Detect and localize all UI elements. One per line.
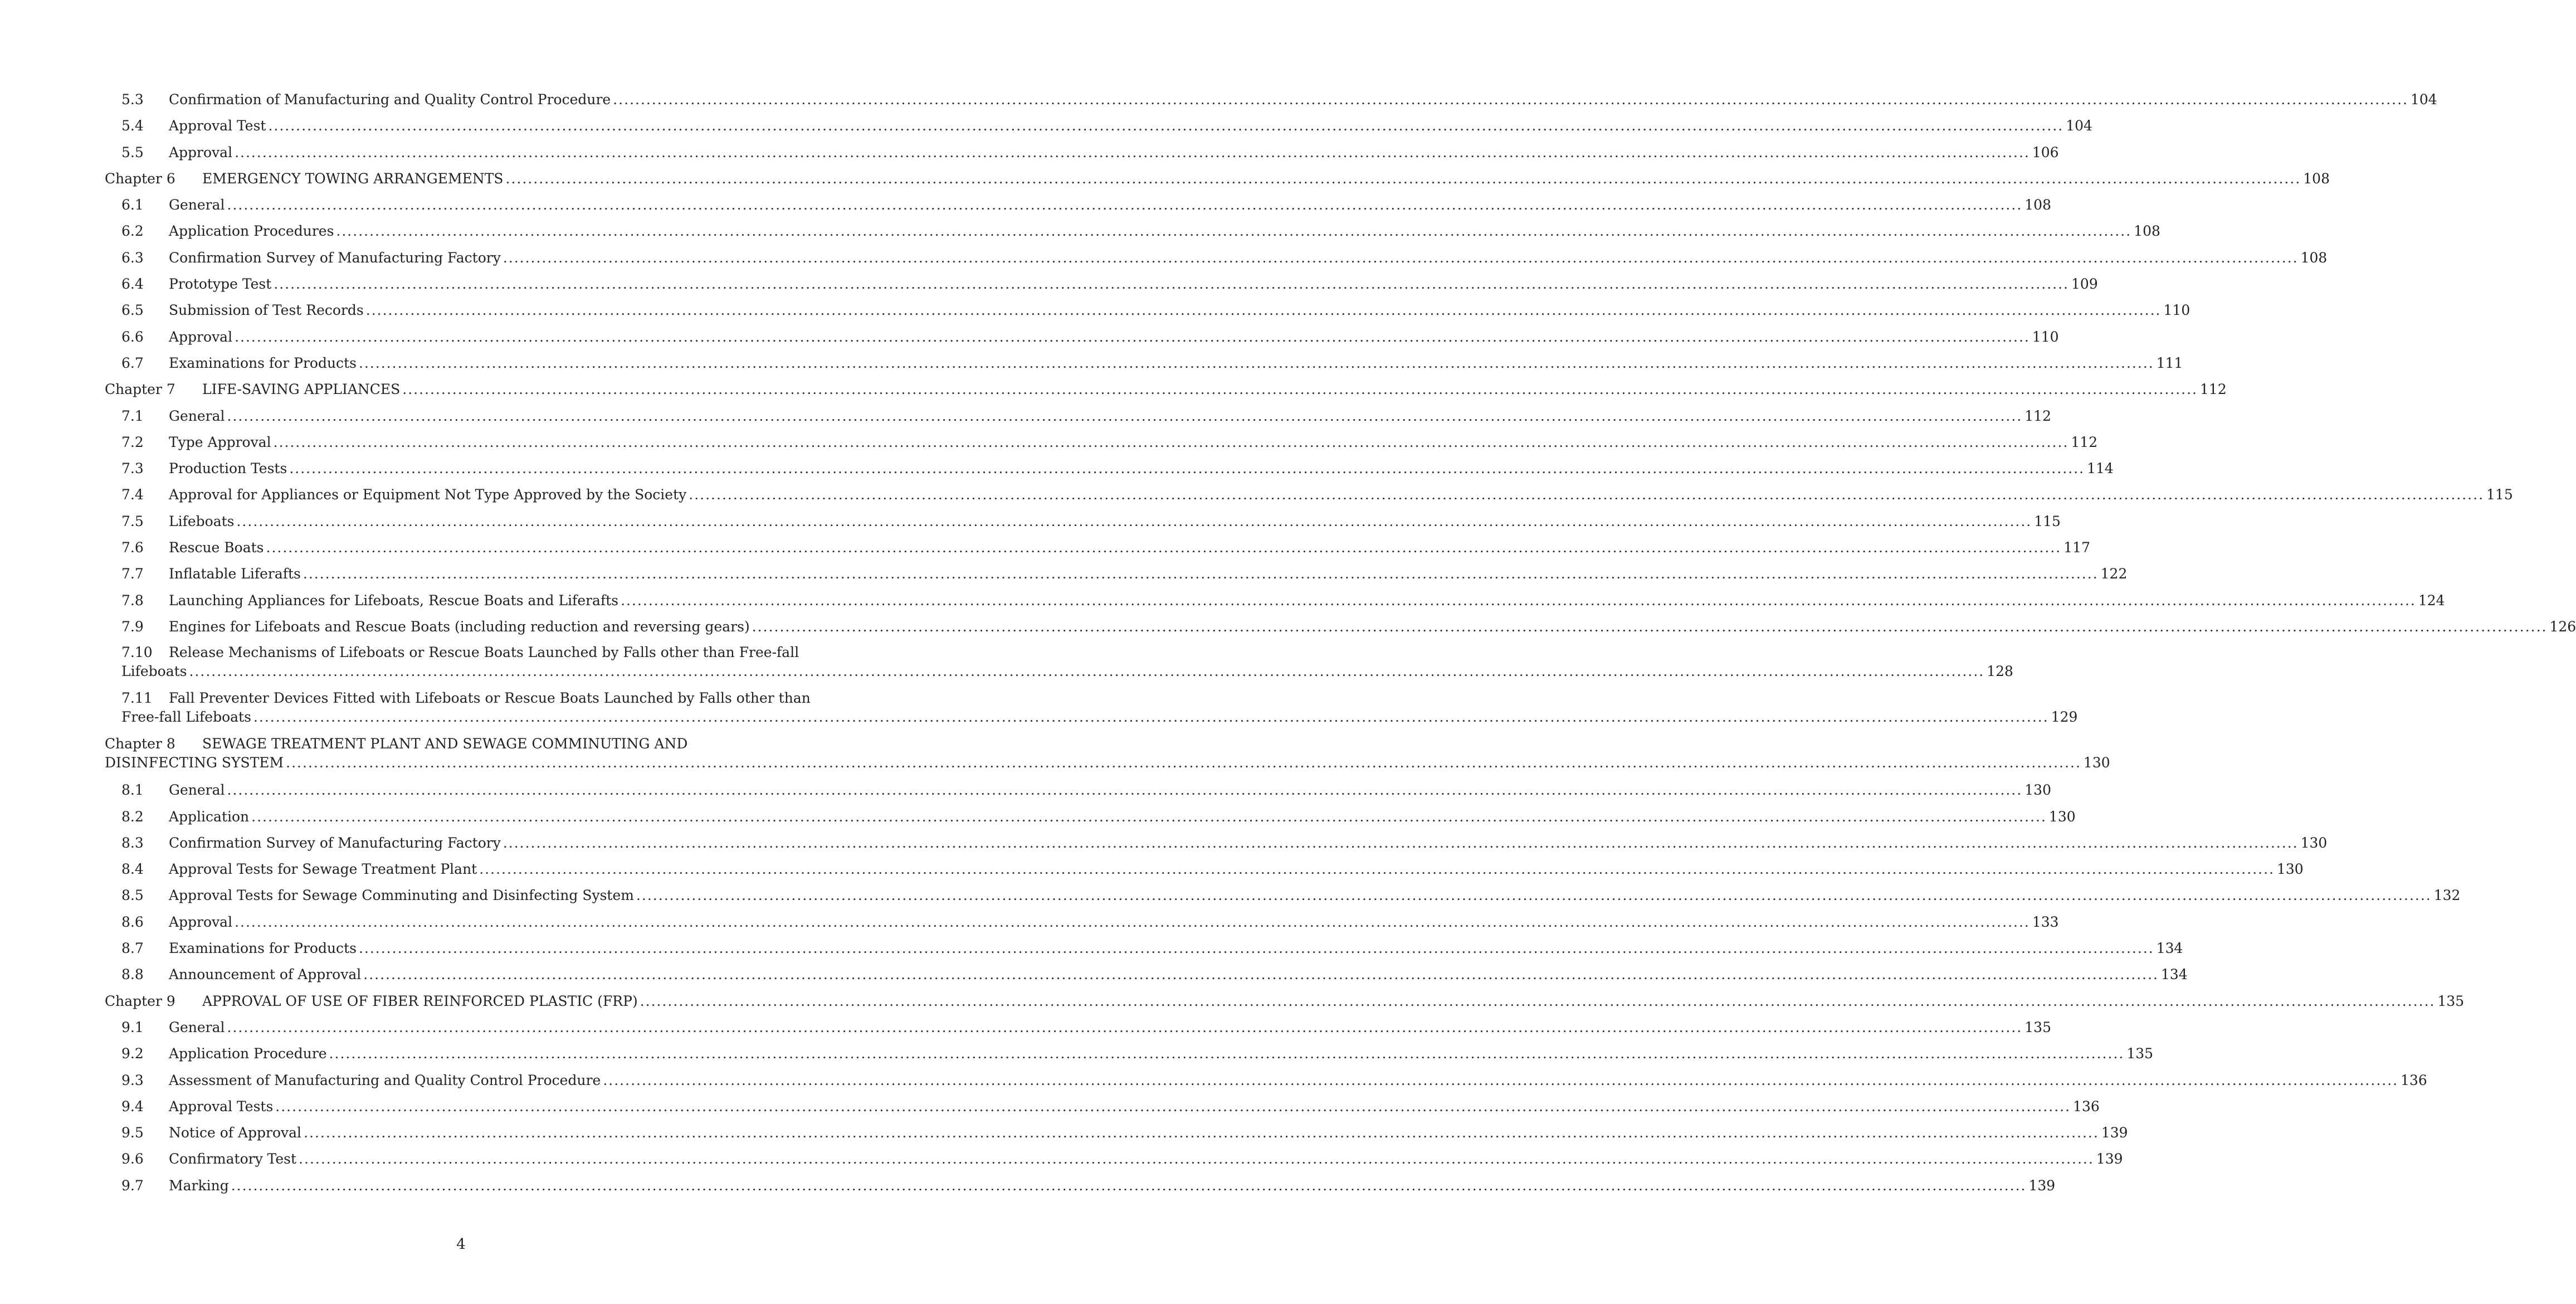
- toc-entry-title: Approval: [169, 144, 233, 160]
- toc-entry-title: Examinations for Products: [169, 354, 357, 371]
- toc-section-entry[interactable]: [105, 429, 2098, 455]
- toc-leader-dots: [299, 1146, 2094, 1172]
- toc-page-number: 108: [2134, 223, 2160, 240]
- toc-section-number: 9.5: [121, 1125, 144, 1141]
- toc-section-entry[interactable]: [105, 830, 2328, 856]
- toc-leader-dots: [402, 376, 2198, 402]
- toc-page-number: 136: [2073, 1098, 2100, 1115]
- toc-entry-title: Approval Tests: [169, 1098, 274, 1115]
- toc-leader-dots: [613, 86, 2408, 113]
- toc-section-entry[interactable]: [105, 534, 2090, 561]
- toc-page-number: 126: [2549, 618, 2576, 635]
- toc-page-number: 111: [2156, 354, 2183, 371]
- toc-page-number: 114: [2087, 460, 2114, 477]
- toc-section-entry[interactable]: [105, 614, 2576, 640]
- toc-page-number: 106: [2032, 144, 2059, 160]
- toc-leader-dots: [231, 1172, 2027, 1199]
- toc-section-entry[interactable]: [105, 1014, 2051, 1040]
- toc-page-number: 124: [2418, 592, 2445, 609]
- toc-section-entry[interactable]: [105, 587, 2445, 614]
- toc-page-number: 109: [2071, 276, 2098, 293]
- toc-section-number: 9.1: [121, 1019, 144, 1035]
- toc-section-entry[interactable]: [105, 935, 2183, 961]
- toc-entry-title: Application Procedure: [169, 1045, 327, 1062]
- toc-section-number: 6.7: [121, 354, 144, 371]
- toc-leader-dots: [274, 271, 2069, 297]
- toc-page-number: 139: [2101, 1125, 2128, 1141]
- toc-entry-title: Approval: [169, 913, 233, 930]
- toc-section-entry[interactable]: [105, 192, 2051, 218]
- toc-section-entry[interactable]: [105, 403, 2051, 429]
- toc-page-number: 139: [2028, 1177, 2056, 1194]
- toc-leader-dots: [636, 882, 2432, 908]
- toc-section-number: 7.9: [121, 618, 144, 635]
- toc-section-number: 6.4: [121, 276, 144, 293]
- toc-chapter-entry[interactable]: [105, 166, 2330, 192]
- toc-entry-title: LIFE-SAVING APPLIANCES: [202, 381, 401, 398]
- toc-section-number: 7.3: [121, 460, 144, 477]
- toc-section-number: 9.4: [121, 1098, 144, 1115]
- toc-section-number: 8.1: [121, 782, 144, 799]
- toc-page-number: 139: [2096, 1151, 2123, 1167]
- toc-leader-dots: [503, 830, 2299, 856]
- toc-chapter-number: Chapter 7: [105, 381, 175, 398]
- toc-leader-dots: [253, 708, 2049, 727]
- toc-section-entry[interactable]: [105, 271, 2098, 297]
- toc-entry-title-continued: Lifeboats: [121, 663, 187, 680]
- toc-entry-title: Engines for Lifeboats and Rescue Boats (including reduction and reversing gears): [169, 618, 750, 635]
- toc-entry-title: Notice of Approval: [169, 1125, 302, 1141]
- toc-entry-title: Assessment of Manufacturing and Quality Control Procedure: [169, 1072, 601, 1088]
- toc-entry-title-continued: DISINFECTING SYSTEM: [105, 755, 284, 771]
- toc-entry-title: Approval: [169, 328, 233, 345]
- toc-leader-dots: [479, 856, 2275, 882]
- toc-page-number: 112: [2200, 381, 2227, 398]
- toc-entry-title: Application Procedures: [169, 223, 334, 240]
- toc-entry-title-continued: Free-fall Lifeboats: [121, 709, 251, 726]
- toc-page-number: 112: [2024, 407, 2051, 424]
- toc-leader-dots: [227, 1014, 2023, 1040]
- toc-chapter-number: Chapter 8: [105, 736, 175, 752]
- toc-section-entry[interactable]: [105, 856, 2304, 882]
- toc-page-number: 136: [2401, 1072, 2427, 1088]
- toc-section-number: 8.4: [121, 861, 144, 878]
- toc-page-number: 130: [2300, 834, 2328, 851]
- toc-section-entry[interactable]: [105, 218, 2160, 244]
- toc-leader-dots: [286, 753, 2081, 772]
- toc-page-number: 110: [2163, 302, 2190, 319]
- toc-leader-dots: [363, 961, 2159, 987]
- toc-section-entry[interactable]: [105, 86, 2437, 113]
- toc-section-number: 5.3: [121, 91, 144, 108]
- toc-section-number: 7.10: [121, 644, 153, 661]
- toc-entry-title: SEWAGE TREATMENT PLANT AND SEWAGE COMMINUTING AND: [202, 736, 688, 752]
- toc-leader-dots: [752, 614, 2548, 640]
- toc-section-entry[interactable]: [105, 961, 2188, 987]
- toc-section-number: 7.11: [121, 690, 153, 707]
- toc-page-number: 135: [2126, 1045, 2154, 1062]
- toc-section-number: 7.1: [121, 407, 144, 424]
- toc-leader-dots: [336, 218, 2131, 244]
- toc-section-number: 6.3: [121, 249, 144, 266]
- toc-page-number: 104: [2066, 118, 2092, 134]
- toc-entry-title: Announcement of Approval: [169, 966, 362, 983]
- toc-page-number: 110: [2032, 328, 2059, 345]
- toc-leader-dots: [235, 324, 2030, 350]
- toc-leader-dots: [304, 1120, 2099, 1146]
- toc-section-entry[interactable]: [105, 113, 2092, 139]
- toc-section-number: 8.7: [121, 940, 144, 957]
- toc-section-entry[interactable]: [105, 561, 2128, 587]
- toc-section-number: 9.7: [121, 1177, 144, 1194]
- toc-entry-title: Launching Appliances for Lifeboats, Rescue Boats and Liferafts: [169, 592, 619, 609]
- toc-section-number: 7.6: [121, 539, 144, 556]
- toc-page-number: 117: [2063, 539, 2090, 556]
- table-of-contents: [105, 86, 2576, 1199]
- toc-page-number: 108: [2303, 170, 2330, 187]
- toc-page-number: 132: [2433, 887, 2461, 904]
- toc-entry-title: Fall Preventer Devices Fitted with Lifeboats or Rescue Boats Launched by Falls other than: [169, 690, 811, 707]
- toc-section-number: 6.6: [121, 328, 144, 345]
- toc-section-entry[interactable]: [105, 481, 2513, 508]
- toc-section-number: 7.7: [121, 566, 144, 582]
- toc-chapter-number: Chapter 9: [105, 992, 175, 1009]
- toc-section-number: 8.3: [121, 834, 144, 851]
- toc-section-number: 6.1: [121, 197, 144, 213]
- toc-entry-title: Type Approval: [169, 434, 271, 450]
- toc-section-entry[interactable]: [105, 1040, 2154, 1067]
- toc-entry-title: Rescue Boats: [169, 539, 264, 556]
- toc-leader-dots: [329, 1040, 2125, 1067]
- toc-leader-dots: [303, 561, 2099, 587]
- toc-section-number: 7.8: [121, 592, 144, 609]
- toc-leader-dots: [227, 192, 2023, 218]
- toc-entry-title: General: [169, 407, 225, 424]
- toc-page-number: 130: [2083, 755, 2110, 771]
- toc-chapter-entry[interactable]: [105, 988, 2465, 1014]
- toc-page-number: 133: [2032, 913, 2059, 930]
- toc-page-number: 104: [2411, 91, 2437, 108]
- toc-section-number: 8.5: [121, 887, 144, 904]
- toc-entry-title: Release Mechanisms of Lifeboats or Rescue Boats Launched by Falls other than Free-fall: [169, 644, 799, 661]
- toc-section-entry[interactable]: [105, 1172, 2056, 1199]
- toc-entry-title: Approval Tests for Sewage Treatment Plant: [169, 861, 477, 878]
- toc-section-number: 9.3: [121, 1072, 144, 1088]
- toc-entry-title: Marking: [169, 1177, 229, 1194]
- toc-section-number: 9.2: [121, 1045, 144, 1062]
- toc-section-entry[interactable]: [105, 350, 2183, 376]
- toc-section-entry[interactable]: [105, 455, 2114, 481]
- toc-section-number: 5.5: [121, 144, 144, 160]
- toc-section-entry[interactable]: [105, 508, 2061, 534]
- toc-entry-title: Confirmation of Manufacturing and Quality Control Procedure: [169, 91, 611, 108]
- toc-leader-dots: [603, 1067, 2398, 1093]
- toc-section-entry[interactable]: [105, 1067, 2427, 1093]
- toc-section-number: 8.2: [121, 808, 144, 825]
- toc-section-number: 8.6: [121, 913, 144, 930]
- toc-entry-title: Inflatable Liferafts: [169, 566, 301, 582]
- toc-page-number: 115: [2034, 513, 2061, 529]
- toc-entry-title: Examinations for Products: [169, 940, 357, 957]
- toc-page-number: 112: [2071, 434, 2098, 450]
- toc-entry-title: Confirmation Survey of Manufacturing Factory: [169, 834, 501, 851]
- toc-entry-title: Approval Tests for Sewage Comminuting and Disinfecting System: [169, 887, 634, 904]
- toc-page-number: 122: [2100, 566, 2128, 582]
- toc-page-number: 130: [2277, 861, 2304, 878]
- toc-leader-dots: [366, 297, 2162, 323]
- toc-entry-title: Confirmatory Test: [169, 1151, 297, 1167]
- toc-leader-dots: [189, 662, 1984, 681]
- toc-section-number: 7.4: [121, 486, 144, 503]
- toc-section-entry[interactable]: [105, 804, 2076, 830]
- toc-entry-title: Approval Test: [169, 118, 266, 134]
- toc-leader-dots: [235, 139, 2030, 166]
- toc-page-number: 130: [2024, 782, 2051, 799]
- toc-section-entry[interactable]: [105, 882, 2461, 908]
- toc-section-entry[interactable]: [105, 1120, 2128, 1146]
- toc-leader-dots: [689, 481, 2484, 508]
- toc-leader-dots: [289, 455, 2085, 481]
- toc-leader-dots: [621, 587, 2416, 614]
- toc-entry-title: Confirmation Survey of Manufacturing Factory: [169, 249, 501, 266]
- toc-entry-title: Lifeboats: [169, 513, 235, 529]
- toc-section-entry[interactable]: [105, 777, 2051, 803]
- toc-section-number: 6.2: [121, 223, 144, 240]
- toc-leader-dots: [266, 534, 2062, 561]
- page-number: 4: [456, 1236, 466, 1253]
- toc-chapter-entry[interactable]: [105, 731, 2110, 777]
- toc-leader-dots: [275, 1093, 2071, 1120]
- toc-leader-dots: [359, 350, 2154, 376]
- toc-leader-dots: [227, 777, 2023, 803]
- toc-page-number: 134: [2161, 966, 2188, 983]
- toc-entry-title: Production Tests: [169, 460, 287, 477]
- toc-entry-title: General: [169, 1019, 225, 1035]
- toc-section-entry[interactable]: [105, 1146, 2123, 1172]
- toc-entry-title: EMERGENCY TOWING ARRANGEMENTS: [202, 170, 504, 187]
- toc-leader-dots: [359, 935, 2154, 961]
- toc-section-entry[interactable]: [105, 685, 2078, 731]
- toc-page-number: 129: [2051, 709, 2078, 726]
- toc-section-entry[interactable]: [105, 139, 2059, 166]
- toc-entry-title: Approval for Appliances or Equipment Not Type Approved by the Society: [169, 486, 687, 503]
- toc-entry-title: General: [169, 782, 225, 799]
- toc-section-entry[interactable]: [105, 1093, 2100, 1120]
- toc-page-number: 115: [2486, 486, 2513, 503]
- toc-section-number: 7.5: [121, 513, 144, 529]
- toc-entry-title: Application: [169, 808, 250, 825]
- toc-section-number: 9.6: [121, 1151, 144, 1167]
- toc-leader-dots: [251, 804, 2047, 830]
- toc-page-number: 128: [1987, 663, 2013, 680]
- toc-leader-dots: [268, 113, 2063, 139]
- toc-entry-title: APPROVAL OF USE OF FIBER REINFORCED PLASTIC (FRP): [202, 992, 638, 1009]
- toc-entry-title: General: [169, 197, 225, 213]
- toc-section-entry[interactable]: [105, 297, 2190, 323]
- toc-section-entry[interactable]: [105, 245, 2328, 271]
- toc-page-number: 130: [2048, 808, 2076, 825]
- toc-section-number: 7.2: [121, 434, 144, 450]
- toc-section-number: 6.5: [121, 302, 144, 319]
- toc-leader-dots: [640, 988, 2436, 1014]
- toc-section-entry[interactable]: [105, 909, 2059, 935]
- toc-page-number: 134: [2156, 940, 2183, 957]
- toc-page-number: 108: [2024, 197, 2051, 213]
- toc-leader-dots: [506, 166, 2301, 192]
- toc-leader-dots: [274, 429, 2069, 455]
- toc-leader-dots: [235, 909, 2030, 935]
- toc-page-number: 135: [2024, 1019, 2051, 1035]
- toc-page-number: 135: [2437, 992, 2465, 1009]
- toc-leader-dots: [236, 508, 2032, 534]
- toc-chapter-number: Chapter 6: [105, 170, 175, 187]
- toc-section-entry[interactable]: [105, 324, 2059, 350]
- toc-entry-title: Submission of Test Records: [169, 302, 364, 319]
- toc-leader-dots: [227, 403, 2023, 429]
- toc-section-number: 5.4: [121, 118, 144, 134]
- toc-entry-title: Prototype Test: [169, 276, 272, 293]
- toc-section-number: 8.8: [121, 966, 144, 983]
- toc-section-entry[interactable]: [105, 640, 2013, 685]
- toc-chapter-entry[interactable]: [105, 376, 2227, 402]
- toc-page-number: 108: [2300, 249, 2328, 266]
- toc-leader-dots: [503, 245, 2299, 271]
